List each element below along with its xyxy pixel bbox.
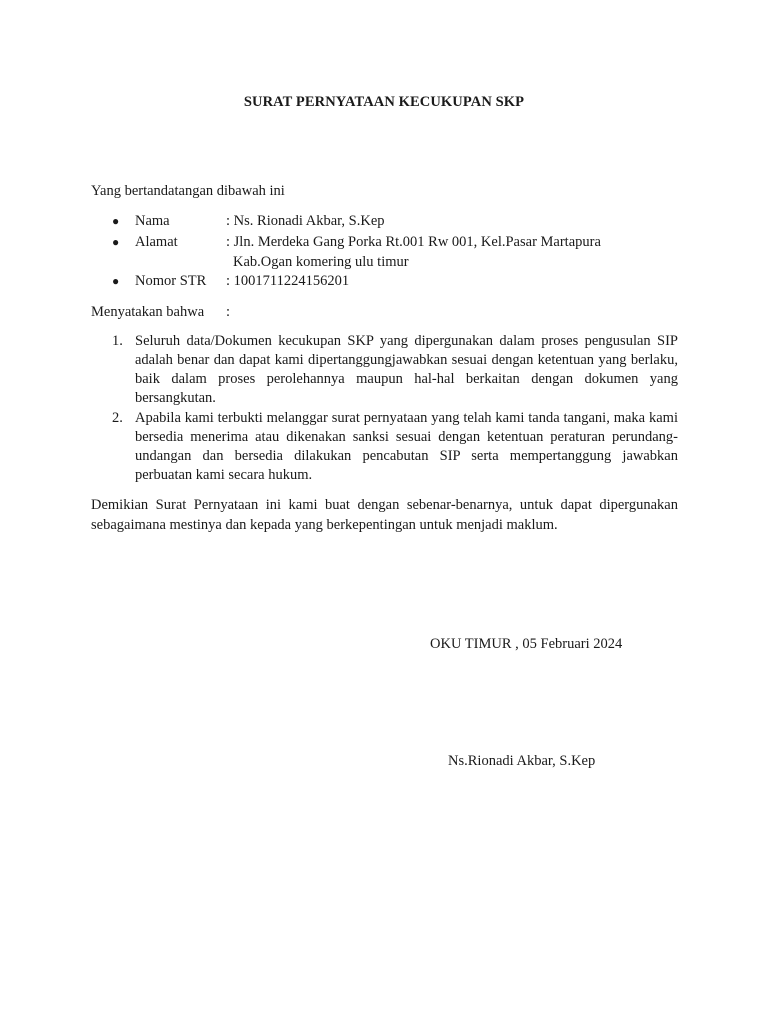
identity-label: Nama bbox=[135, 213, 170, 229]
closing-paragraph: Demikian Surat Pernyataan ini kami buat dengan sebenar-benarnya, untuk dapat dipergunakan sebagaimana mestinya dan kepada yang berkepentingan untuk menjadi maklum. bbox=[91, 497, 678, 533]
declaration-label: Menyatakan bahwa bbox=[91, 304, 205, 320]
statement-number: 2. bbox=[112, 410, 123, 426]
identity-value: : Ns. Rionadi Akbar, S.Kep bbox=[226, 213, 385, 229]
place-date: OKU TIMUR , 05 Februari 2024 bbox=[430, 636, 623, 652]
identity-value: : Jln. Merdeka Gang Porka Rt.001 Rw 001, Kel.Pasar Martapura bbox=[226, 234, 601, 250]
bullet-icon: ● bbox=[112, 214, 120, 228]
signer-name: Ns.Rionadi Akbar, S.Kep bbox=[448, 753, 596, 769]
declaration-colon: : bbox=[226, 304, 231, 320]
intro-text: Yang bertandatangan dibawah ini bbox=[91, 183, 285, 199]
statement-text: Seluruh data/Dokumen kecukupan SKP yang dipergunakan dalam proses pengusulan SIP adalah benar dan dapat kami dipertanggungjawabkan sesuai dengan ketentuan yang berlaku, baik dalam proses perolehannya maupun hal-hal berkaitan dengan dokumen yang bersangkutan. bbox=[135, 333, 678, 406]
identity-label: Alamat bbox=[135, 234, 178, 250]
statement-text: Apabila kami terbukti melanggar surat pernyataan yang telah kami tanda tangani, maka kami bersedia menerima atau dikenakan sanksi sesuai dengan ketentuan peraturan perundang-undangan dan bersedia dilakukan pencabutan SIP serta mempertanggung jawabkan perbuatan kami secara hukum. bbox=[135, 410, 678, 483]
statement-number: 1. bbox=[112, 333, 123, 349]
document-title: SURAT PERNYATAAN KECUKUPAN SKP bbox=[243, 94, 525, 110]
identity-label: Nomor STR bbox=[135, 273, 207, 289]
bullet-icon: ● bbox=[112, 274, 120, 288]
identity-value: : 1001711224156201 bbox=[226, 273, 350, 289]
identity-value-continued: Kab.Ogan komering ulu timur bbox=[233, 254, 409, 270]
bullet-icon: ● bbox=[112, 235, 120, 249]
